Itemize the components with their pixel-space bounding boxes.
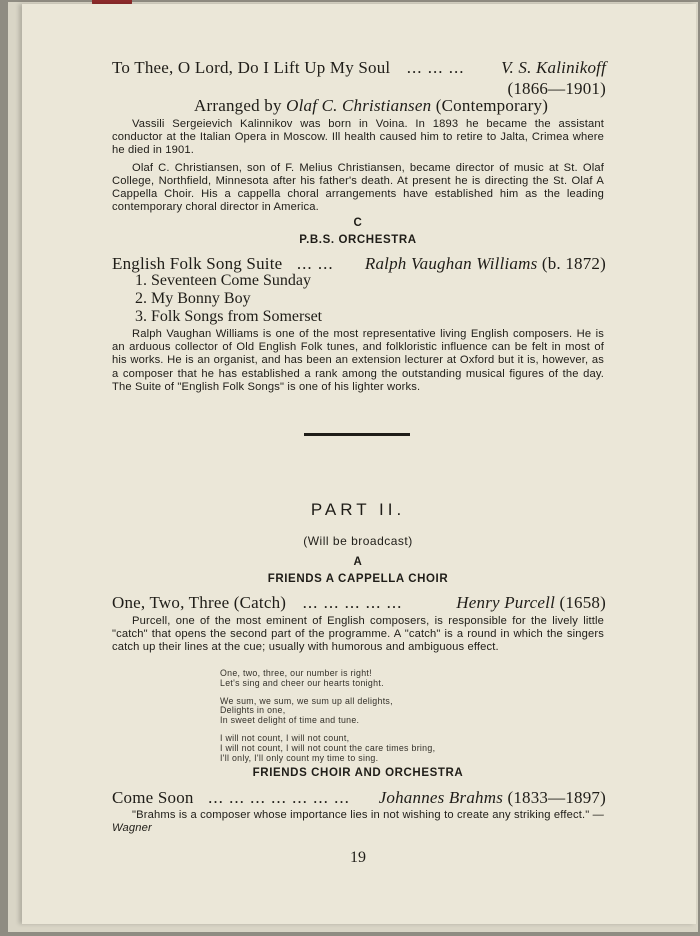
lyric-stanza <box>220 669 520 689</box>
leader-dots: ... ... ... ... ... ... ... <box>208 788 350 807</box>
composer-dates: (1866—1901) <box>507 79 606 98</box>
movement-list <box>135 272 322 326</box>
catch-lyrics <box>220 669 520 771</box>
piece-title: One, Two, Three (Catch) <box>112 593 287 612</box>
movement-item: 1. Seventeen Come Sunday <box>135 272 311 289</box>
lyric-stanza <box>220 734 520 763</box>
quote-text: "Brahms is a composer whose importance lies in not wishing to create any striking effect." <box>132 809 590 821</box>
ensemble-heading: FRIENDS CHOIR AND ORCHESTRA <box>252 767 464 779</box>
lyric-line: One, two, three, our number is right! <box>220 668 372 678</box>
ensemble-heading: P.B.S. ORCHESTRA <box>299 234 417 246</box>
piece-title: To Thee, O Lord, Do I Lift Up My Soul <box>112 58 391 77</box>
kalinnikov-bio: Vassili Sergeievich Kalinnikov was born in Voina. In 1893 he became the assistant conductor at the Italian Opera in Moscow. Ill health caused him to retire to Jalta, Crimea where he died in 1901. <box>112 118 604 157</box>
composer-line <box>379 788 606 808</box>
piece-title: English Folk Song Suite <box>112 254 283 273</box>
piece-title-line <box>112 788 350 808</box>
arranger-note: (Contemporary) <box>435 96 549 115</box>
piece-title-line <box>112 593 402 613</box>
leader-dots: ... ... ... <box>406 58 465 77</box>
section1-notes <box>112 118 604 214</box>
lyric-line: I will not count, I will not count, <box>220 732 350 743</box>
page-number: 19 <box>350 849 366 866</box>
christiansen-bio: Olaf C. Christiansen, son of F. Melius Christiansen, became director of music at St. Olaf College, Northfield, Minnesota after his father's death. At present he is directing the St. Olaf A Cappella Choir. His a cappella choral arrangements have established him as the leading contemporary choral director in America. <box>112 161 604 214</box>
piece-title: Come Soon <box>112 788 194 807</box>
lyric-stanza <box>220 697 520 726</box>
composer-name: Ralph Vaughan Williams <box>364 254 538 273</box>
composer-dates: (b. 1872) <box>541 254 606 273</box>
section2-notes <box>112 328 604 394</box>
quote-attribution: — Wagner <box>112 809 604 835</box>
composer-dates: (1833—1897) <box>507 788 606 807</box>
lyric-line: Delights in one, <box>220 705 286 716</box>
section-letter: C <box>353 217 363 229</box>
composer-dates: (1658) <box>559 593 606 612</box>
leader-dots: ... ... <box>296 254 334 273</box>
lyric-line: In sweet delight of time and tune. <box>220 715 360 726</box>
movement-item: 2. My Bonny Boy <box>135 290 251 307</box>
piece-title-line <box>112 58 465 78</box>
lyric-line: I'll only, I'll only count my time to sing. <box>220 752 379 763</box>
section-letter: A <box>353 556 363 568</box>
piece-title-line <box>112 254 334 274</box>
composer-name: Johannes Brahms <box>378 788 504 807</box>
composer-name: V. S. Kalinikoff <box>501 58 606 77</box>
section3-notes <box>112 615 604 655</box>
divider-rule <box>304 433 410 436</box>
composer-name: Henry Purcell <box>456 593 556 612</box>
movement-item: 3. Folk Songs from Somerset <box>135 308 323 325</box>
composer-line <box>365 254 606 274</box>
wagner-quote <box>112 809 604 835</box>
arranged-by-line <box>194 96 548 116</box>
program-page <box>22 4 696 924</box>
ensemble-heading: FRIENDS A CAPPELLA CHOIR <box>267 573 449 585</box>
leader-dots: ... ... ... ... ... <box>302 593 403 612</box>
lyric-line: I will not count, I will not count the care times bring, <box>220 742 436 753</box>
purcell-note: Purcell, one of the most eminent of English composers, is responsible for the lively little "catch" that opens the second part of the programme. A "catch" is a round in which the singers catch up their lines at the cue; usually with humorous and ambiguous effect. <box>112 615 604 654</box>
vaughan-williams-bio: Ralph Vaughan Williams is one of the most representative living English composers. He is an arduous collector of Old English Folk tunes, and folkloristic influence can be felt in most of his works. He is an organist, and has been an extension lecturer at Oxford but it is, however, as a composer that he has established a rank among the outstanding musical figures of the day. The Suite of "English Folk Songs" is one of his lighter works. <box>112 328 604 393</box>
part-title: PART II. <box>310 500 406 519</box>
composer-line <box>456 593 606 613</box>
broadcast-note: (Will be broadcast) <box>303 534 413 548</box>
lyric-line: Let's sing and cheer our hearts tonight. <box>220 677 384 688</box>
lyric-line: We sum, we sum, we sum up all delights, <box>220 695 393 706</box>
arranged-prefix: Arranged by <box>194 96 282 115</box>
arranger-name: Olaf C. Christiansen <box>286 96 432 115</box>
